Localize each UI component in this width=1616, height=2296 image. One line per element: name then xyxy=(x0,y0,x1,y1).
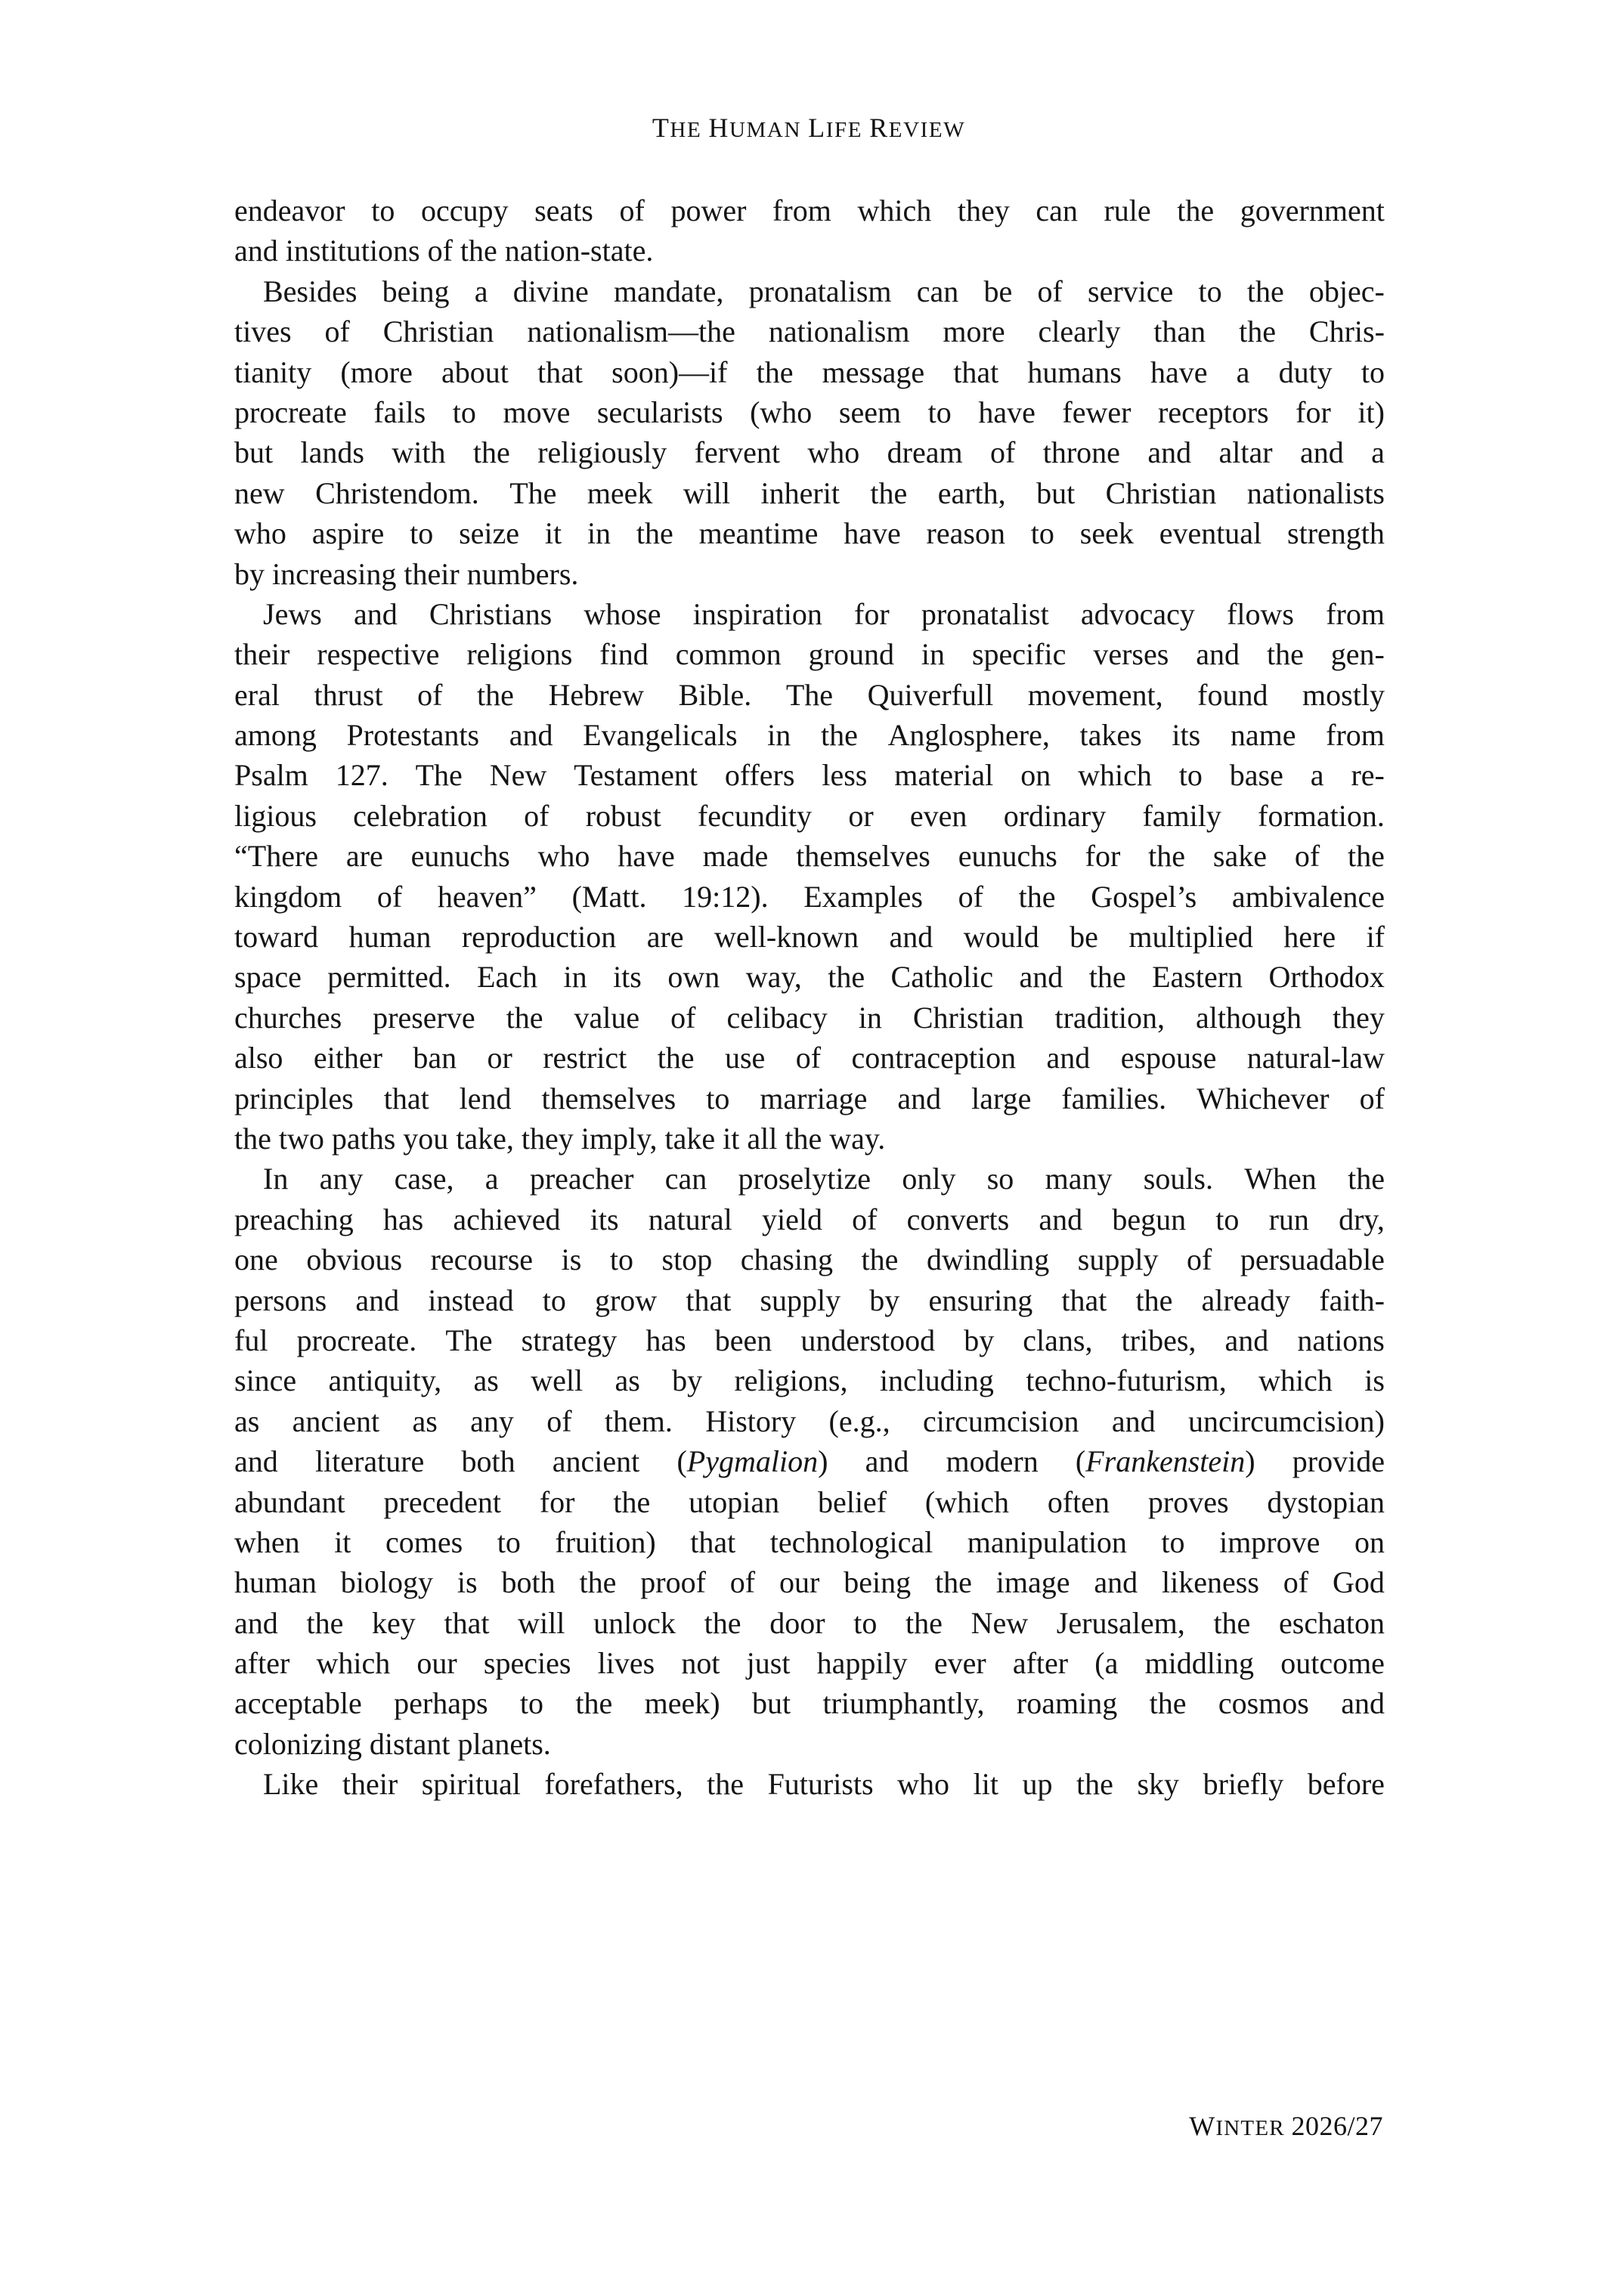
text-line: In any case, a preacher can proselytize only so many souls. When the xyxy=(263,1162,1385,1196)
text-line: who aspire to seize it in the meantime have reason to seek eventual strength xyxy=(234,516,1385,551)
text-line: and the key that will unlock the door to the New Jerusalem, the eschaton xyxy=(234,1605,1385,1640)
text-line: Psalm 127. The New Testament offers less material on which to base a re- xyxy=(234,758,1385,793)
text-line: tives of Christian nationalism—the nationalism more clearly than the Chris- xyxy=(234,314,1385,349)
text-line: Jews and Christians whose inspiration for pronatalist advocacy flows from xyxy=(263,596,1385,631)
text-line: among Protestants and Evangelicals in the Anglosphere, takes its name from xyxy=(234,718,1385,753)
text-line: but lands with the religiously fervent who dream of throne and altar and a xyxy=(234,435,1385,470)
text-line: churches preserve the value of celibacy in Christian tradition, although they xyxy=(234,1000,1385,1035)
text-line: space permitted. Each in its own way, the Catholic and the Eastern Orthodox xyxy=(234,960,1385,995)
text-line: as ancient as any of them. History (e.g., circumcision and uncircumcision) xyxy=(234,1403,1385,1438)
text-line: persons and instead to grow that supply by ensuring that the already faith- xyxy=(234,1283,1385,1317)
running-head xyxy=(234,112,1383,144)
text-line: when it comes to fruition) that technological manipulation to improve on xyxy=(234,1524,1385,1559)
text-line: and institutions of the nation-state. xyxy=(234,234,654,268)
text-line: since antiquity, as well as by religions, including techno-futurism, which is xyxy=(234,1363,1385,1398)
text-line: Besides being a divine mandate, pronatalism can be of service to the objec- xyxy=(263,274,1385,308)
text-line: Like their spiritual forefathers, the Futurists who lit up the sky briefly before xyxy=(263,1767,1385,1802)
text-line: the two paths you take, they imply, take it all the way. xyxy=(234,1121,886,1156)
body-text-block xyxy=(234,190,1385,1805)
text-line: ligious celebration of robust fecundity or even ordinary family formation. xyxy=(234,798,1385,833)
text-line: also either ban or restrict the use of contraception and espouse natural-law xyxy=(234,1041,1385,1075)
text-line: human biology is both the proof of our being the image and likeness of God xyxy=(234,1565,1385,1600)
text-line: acceptable perhaps to the meek) but triumphantly, roaming the cosmos and xyxy=(234,1686,1385,1721)
text-line: “There are eunuchs who have made themselves eunuchs for the sake of the xyxy=(234,839,1385,874)
text-line: kingdom of heaven” (Matt. 19:12). Examples of the Gospel’s ambivalence xyxy=(234,879,1385,914)
text-line: one obvious recourse is to stop chasing the dwindling supply of persuadable xyxy=(234,1242,1385,1277)
text-line: tianity (more about that soon)—if the message that humans have a duty to xyxy=(234,354,1385,389)
text-line: and literature both ancient (Pygmalion) and modern (Frankenstein) provide xyxy=(234,1444,1385,1479)
text-line: ful procreate. The strategy has been understood by clans, tribes, and nations xyxy=(234,1323,1385,1357)
text-line: after which our species lives not just happily ever after (a middling outcome xyxy=(234,1646,1385,1681)
text-line: abundant precedent for the utopian belief (which often proves dystopian xyxy=(234,1484,1385,1519)
text-line: colonizing distant planets. xyxy=(234,1726,551,1761)
running-foot-text: WINTER 2026/27 xyxy=(1189,2111,1383,2141)
text-line: endeavor to occupy seats of power from which they can rule the government xyxy=(234,193,1385,227)
text-line: principles that lend themselves to marriage and large families. Whichever of xyxy=(234,1081,1385,1116)
text-line: by increasing their numbers. xyxy=(234,556,579,591)
text-line: toward human reproduction are well-known and would be multiplied here if xyxy=(234,920,1385,955)
text-line: preaching has achieved its natural yield of converts and begun to run dry, xyxy=(234,1202,1385,1236)
running-foot xyxy=(1189,2110,1383,2142)
text-line: procreate fails to move secularists (who seem to have fewer receptors for it) xyxy=(234,395,1385,429)
text-line: eral thrust of the Hebrew Bible. The Quiverfull movement, found mostly xyxy=(234,677,1385,712)
text-line: their respective religions find common ground in specific verses and the gen- xyxy=(234,637,1385,672)
running-head-text: THE HUMAN LIFE REVIEW xyxy=(652,113,966,143)
text-line: new Christendom. The meek will inherit the earth, but Christian nationalists xyxy=(234,475,1385,510)
